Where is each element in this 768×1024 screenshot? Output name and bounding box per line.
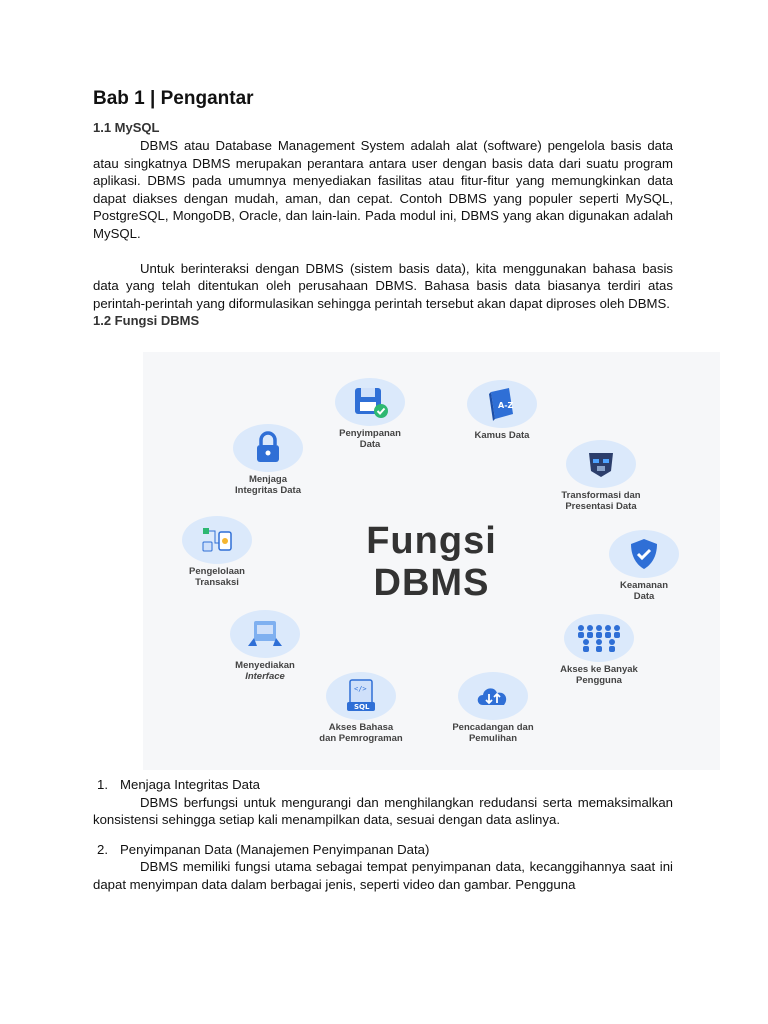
figure-title-line1: Fungsi	[366, 520, 497, 562]
node-label: Penyimpanan Data	[339, 428, 401, 450]
section-title-fungsi: 1.2 Fungsi DBMS	[93, 313, 200, 329]
node-label: Akses ke Banyak Pengguna	[560, 664, 638, 686]
dictionary-book-icon	[485, 386, 519, 422]
chapter-heading: Bab 1 | Pengantar	[93, 88, 254, 109]
paragraph-dbms-language: Untuk berinteraksi dengan DBMS (sistem basis data), kita menggunakan bahasa basis data yang telah ditentukan oleh perusahaan DBMS. Bahasa basis data biasanya terdiri atas perintah-perintah yang diformulasikan sehingga perintah tersebut akan dapat diproses oleh DBMS.	[93, 260, 673, 311]
node-menyediakan-interface	[205, 610, 325, 682]
node-transformasi	[541, 440, 661, 512]
node-label: Akses Bahasa dan Pemrograman	[319, 722, 403, 744]
node-label: Transformasi dan Presentasi Data	[561, 490, 641, 512]
node-label: Keamanan Data	[619, 580, 669, 602]
node-keamanan-data	[584, 530, 704, 602]
list-item-text: DBMS berfungsi untuk mengurangi dan menghilangkan redudansi serta memaksimalkan konsistensi sehingga setiap kali menampilkan data, sesuai dengan data aslinya.	[93, 794, 673, 828]
list-item: 1. Menjaga Integritas Data	[97, 777, 261, 792]
node-kamus-data	[442, 380, 562, 441]
list-item: 2. Penyimpanan Data (Manajemen Penyimpanan Data)	[97, 841, 430, 857]
node-menjaga-integritas	[208, 424, 328, 496]
node-label: Menjaga Integritas Data	[235, 474, 301, 496]
svg-text:A-Z: A-Z	[498, 401, 514, 410]
users-group-icon	[575, 623, 623, 653]
node-pengelolaan-transaksi	[157, 516, 277, 588]
node-label: Pengelolaan Transaksi	[189, 566, 245, 588]
node-penyimpanan-data	[310, 378, 430, 450]
svg-text:SQL: SQL	[354, 703, 370, 711]
transformer-robot-icon	[584, 447, 618, 481]
paragraph-dbms-definition: DBMS atau Database Management System adalah alat (software) pengelola basis data atau singkatnya DBMS merupakan perantara antara user dengan basis data dari suatu program aplikasi. DBMS pada umumnya menyediakan fasilitas atau fitur-fitur yang memungkinkan data dapat diakses dengan mudah, aman, dan cepat. Contoh DBMS yang populer seperti MySQL, PostgreSQL, MongoDB, Oracle, dan lain-lain. Pada modul ini, DBMS yang akan digunakan adalah MySQL.	[93, 138, 673, 241]
figure-title-line2: DBMS	[373, 562, 490, 604]
node-akses-bahasa	[301, 672, 421, 744]
transaction-flow-icon	[197, 524, 237, 556]
svg-text:</>: </>	[354, 685, 367, 693]
shield-check-icon	[628, 537, 660, 571]
section-title-mysql: 1.1 MySQL	[93, 120, 160, 135]
padlock-icon	[253, 431, 283, 465]
interface-screen-icon	[245, 618, 285, 650]
node-pencadangan	[433, 672, 553, 744]
node-akses-banyak-pengguna	[539, 614, 659, 686]
node-label: Menyediakan Interface	[235, 660, 295, 682]
node-label: Kamus Data	[474, 430, 530, 441]
sql-file-icon	[344, 678, 378, 714]
floppy-disk-icon	[350, 385, 390, 419]
fungsi-dbms-figure	[143, 352, 720, 770]
list-item-text: DBMS memiliki fungsi utama sebagai tempat penyimpanan data, kecanggihannya saat ini dapat menyimpan data dalam berbagai jenis, seperti video dan gambar. Pengguna	[93, 859, 673, 892]
node-label: Pencadangan dan Pemulihan	[452, 722, 534, 744]
cloud-sync-icon	[473, 681, 513, 711]
function-list	[93, 776, 673, 894]
document-body	[93, 86, 673, 330]
